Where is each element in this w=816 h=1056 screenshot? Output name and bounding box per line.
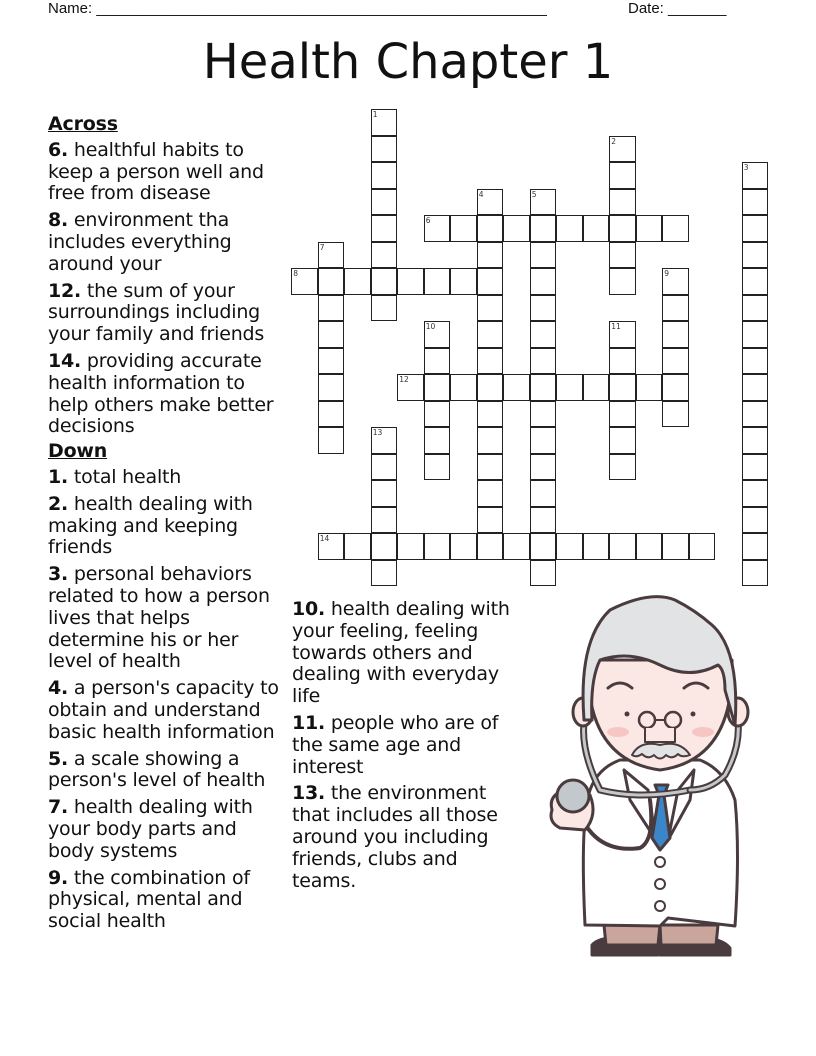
- grid-cell[interactable]: [477, 533, 504, 560]
- clue-across-item: [48, 281, 288, 346]
- clue-number-label: 7: [319, 242, 325, 252]
- clue-down-item: [48, 797, 288, 862]
- clue-down-item: [48, 868, 288, 933]
- grid-cell[interactable]: [662, 533, 689, 560]
- grid-cell[interactable]: [477, 348, 504, 375]
- grid-cell[interactable]: [530, 454, 557, 481]
- clue-number: 10.: [292, 598, 326, 620]
- clue-text: personal behaviors related to how a person lives that helps determine his or her level of health: [48, 563, 270, 673]
- clue-text: health dealing with your feeling, feeling towards others and dealing with everyday life: [292, 598, 510, 708]
- grid-cell[interactable]: [477, 454, 504, 481]
- grid-cell[interactable]: [450, 268, 477, 295]
- grid-cell[interactable]: [530, 321, 557, 348]
- grid-cell[interactable]: [371, 215, 398, 242]
- page-title: Health Chapter 1: [202, 34, 614, 90]
- clue-number: 8.: [48, 209, 69, 232]
- grid-cell[interactable]: [371, 162, 398, 189]
- grid-cell[interactable]: [689, 533, 716, 560]
- grid-cell[interactable]: [424, 454, 451, 481]
- clue-down-item: [48, 467, 288, 489]
- clue-number: 7.: [48, 796, 69, 819]
- grid-cell[interactable]: [371, 189, 398, 216]
- grid-cell[interactable]: [530, 401, 557, 428]
- grid-cell[interactable]: [662, 374, 689, 401]
- grid-cell[interactable]: [477, 507, 504, 534]
- clue-number-label: 3: [743, 163, 749, 173]
- clue-number-label: 11: [611, 322, 621, 332]
- grid-cell[interactable]: [530, 242, 557, 269]
- grid-cell[interactable]: [477, 374, 504, 401]
- down-heading: Down: [48, 440, 108, 463]
- grid-cell[interactable]: [583, 374, 610, 401]
- clue-text: a person's capacity to obtain and understand basic health information: [48, 677, 279, 743]
- grid-cell[interactable]: [477, 268, 504, 295]
- clue-number: 2.: [48, 492, 69, 515]
- clue-down-item: [292, 783, 527, 892]
- clue-number-label: 13: [372, 428, 383, 438]
- grid-cell[interactable]: [742, 401, 769, 428]
- grid-cell[interactable]: [636, 533, 663, 560]
- grid-cell[interactable]: [424, 268, 451, 295]
- clue-text: health dealing with making and keeping friends: [48, 492, 253, 559]
- grid-cell[interactable]: [424, 401, 451, 428]
- grid-cell[interactable]: [318, 533, 345, 560]
- grid-cell[interactable]: [371, 507, 398, 534]
- grid-cell[interactable]: [742, 242, 769, 269]
- grid-cell[interactable]: [530, 480, 557, 507]
- grid-cell[interactable]: [371, 242, 398, 269]
- clue-number-label: 5: [531, 189, 537, 199]
- grid-cell[interactable]: [424, 427, 451, 454]
- grid-cell[interactable]: [556, 533, 583, 560]
- grid-cell[interactable]: [503, 215, 530, 242]
- clue-down-item: [48, 564, 288, 673]
- grid-cell[interactable]: [318, 321, 345, 348]
- grid-cell[interactable]: [424, 348, 451, 375]
- grid-cell[interactable]: [477, 295, 504, 322]
- grid-cell[interactable]: [662, 215, 689, 242]
- grid-cell[interactable]: [742, 427, 769, 454]
- grid-cell[interactable]: [742, 507, 769, 534]
- name-field-label: Name: ______________________________________________________: [48, 0, 547, 17]
- clue-across-item: [48, 210, 288, 275]
- grid-cell[interactable]: [556, 374, 583, 401]
- clue-down-item: [292, 599, 527, 708]
- clue-down-item: [292, 713, 527, 778]
- grid-cell[interactable]: [609, 348, 636, 375]
- grid-cell[interactable]: [662, 321, 689, 348]
- grid-cell[interactable]: [636, 374, 663, 401]
- grid-cell[interactable]: [318, 295, 345, 322]
- grid-cell[interactable]: [742, 533, 769, 560]
- grid-cell[interactable]: [530, 533, 557, 560]
- clue-number: 1.: [48, 465, 69, 488]
- grid-cell[interactable]: [662, 348, 689, 375]
- grid-cell[interactable]: [530, 268, 557, 295]
- grid-cell[interactable]: [424, 321, 451, 348]
- clue-number-label: 2: [611, 136, 616, 146]
- clue-down-item: [48, 749, 288, 793]
- grid-cell[interactable]: [742, 189, 769, 216]
- grid-cell[interactable]: [397, 268, 424, 295]
- grid-cell[interactable]: [742, 215, 769, 242]
- clue-text: environment tha includes everything around your: [48, 209, 232, 275]
- grid-cell[interactable]: [424, 533, 451, 560]
- grid-cell[interactable]: [583, 215, 610, 242]
- grid-cell[interactable]: [371, 295, 398, 322]
- grid-cell[interactable]: [609, 533, 636, 560]
- crossword-grid: [292, 110, 792, 590]
- grid-cell[interactable]: [530, 348, 557, 375]
- grid-cell[interactable]: [318, 348, 345, 375]
- down-clue-list-continued: [292, 599, 527, 892]
- grid-cell[interactable]: [450, 374, 477, 401]
- grid-cell[interactable]: [477, 321, 504, 348]
- clue-number-label: 6: [425, 216, 431, 226]
- grid-cell[interactable]: [503, 533, 530, 560]
- grid-cell[interactable]: [742, 374, 769, 401]
- grid-cell[interactable]: [609, 162, 636, 189]
- clue-number-label: 1: [372, 110, 378, 120]
- grid-cell[interactable]: [424, 374, 451, 401]
- clue-number-label: 14: [319, 534, 330, 544]
- grid-cell[interactable]: [530, 189, 557, 216]
- grid-cell[interactable]: [742, 348, 769, 375]
- grid-cell[interactable]: [609, 189, 636, 216]
- grid-cell[interactable]: [371, 560, 398, 587]
- grid-cell[interactable]: [609, 136, 636, 163]
- clue-text: a scale showing a person's level of health: [48, 747, 266, 792]
- grid-cell[interactable]: [662, 401, 689, 428]
- clue-across-item: [48, 140, 288, 205]
- grid-cell[interactable]: [742, 295, 769, 322]
- grid-cell[interactable]: [371, 533, 398, 560]
- grid-cell[interactable]: [609, 242, 636, 269]
- grid-cell[interactable]: [530, 507, 557, 534]
- grid-cell[interactable]: [742, 321, 769, 348]
- grid-cell[interactable]: [318, 242, 345, 269]
- grid-cell[interactable]: [503, 374, 530, 401]
- clue-number: 9.: [48, 866, 69, 889]
- grid-cell[interactable]: [662, 295, 689, 322]
- doctor-illustration: [540, 590, 770, 960]
- grid-cell[interactable]: [318, 401, 345, 428]
- clue-number-label: 8: [293, 269, 298, 279]
- clue-number: 12.: [48, 279, 82, 302]
- across-heading: Across: [48, 113, 118, 135]
- clue-text: providing accurate health information to help others make better decisions: [48, 349, 274, 438]
- grid-cell[interactable]: [609, 321, 636, 348]
- clue-text: healthful habits to keep a person well and free from disease: [48, 138, 264, 205]
- grid-cell[interactable]: [477, 215, 504, 242]
- grid-cell[interactable]: [344, 533, 371, 560]
- grid-cell[interactable]: [742, 560, 769, 587]
- clue-text: total health: [73, 465, 182, 488]
- grid-cell[interactable]: [530, 215, 557, 242]
- clue-text: health dealing with your body parts and body systems: [48, 796, 253, 862]
- grid-cell[interactable]: [371, 454, 398, 481]
- grid-cell[interactable]: [318, 374, 345, 401]
- grid-cell[interactable]: [477, 189, 504, 216]
- grid-cell[interactable]: [742, 454, 769, 481]
- down-clue-list: [48, 467, 288, 933]
- clue-down-item: [48, 678, 288, 743]
- grid-cell[interactable]: [742, 162, 769, 189]
- grid-cell[interactable]: [609, 401, 636, 428]
- grid-cell[interactable]: [662, 268, 689, 295]
- clue-number-label: 12: [399, 375, 409, 385]
- across-clue-list: [48, 140, 288, 438]
- grid-cell[interactable]: [742, 268, 769, 295]
- grid-cell[interactable]: [371, 136, 398, 163]
- clue-down-item: [48, 494, 288, 559]
- clue-number: 14.: [48, 349, 82, 372]
- date-field-label: Date: _______: [628, 0, 727, 17]
- clue-across-item: [48, 351, 288, 438]
- grid-cell[interactable]: [318, 268, 345, 295]
- clue-text: the combination of physical, mental and social health: [48, 866, 250, 933]
- clue-number-label: 9: [664, 269, 669, 279]
- grid-cell[interactable]: [318, 427, 345, 454]
- grid-cell[interactable]: [344, 268, 371, 295]
- clue-number: 13.: [292, 782, 326, 805]
- grid-cell[interactable]: [530, 374, 557, 401]
- clue-number: 5.: [48, 747, 69, 770]
- grid-cell[interactable]: [291, 268, 318, 295]
- clue-column-left: [48, 114, 288, 938]
- clue-number: 3.: [48, 563, 69, 586]
- clue-number-label: 4: [478, 189, 484, 199]
- grid-cell[interactable]: [609, 454, 636, 481]
- clue-number-label: 10: [425, 322, 436, 332]
- clue-number: 4.: [48, 677, 69, 700]
- grid-cell[interactable]: [609, 374, 636, 401]
- grid-cell[interactable]: [450, 215, 477, 242]
- grid-cell[interactable]: [609, 427, 636, 454]
- grid-cell[interactable]: [742, 480, 769, 507]
- clue-text: the environment that includes all those around you including friends, clubs and teams.: [292, 782, 498, 892]
- grid-cell[interactable]: [397, 533, 424, 560]
- clue-number: 11.: [292, 711, 326, 734]
- grid-cell[interactable]: [530, 427, 557, 454]
- grid-cell[interactable]: [583, 533, 610, 560]
- grid-cell[interactable]: [450, 533, 477, 560]
- grid-cell[interactable]: [371, 480, 398, 507]
- clue-text: the sum of your surroundings including your family and friends: [48, 279, 265, 346]
- grid-cell[interactable]: [530, 295, 557, 322]
- grid-cell[interactable]: [609, 215, 636, 242]
- grid-cell[interactable]: [609, 268, 636, 295]
- grid-cell[interactable]: [371, 109, 398, 136]
- grid-cell[interactable]: [371, 427, 398, 454]
- grid-cell[interactable]: [556, 215, 583, 242]
- clue-text: people who are of the same age and interest: [292, 711, 499, 778]
- clue-column-middle: [292, 599, 527, 897]
- grid-cell[interactable]: [477, 401, 504, 428]
- grid-cell[interactable]: [477, 427, 504, 454]
- grid-cell[interactable]: [477, 480, 504, 507]
- grid-cell[interactable]: [530, 560, 557, 587]
- grid-cell[interactable]: [397, 374, 424, 401]
- grid-cell[interactable]: [636, 215, 663, 242]
- grid-cell[interactable]: [371, 268, 398, 295]
- grid-cell[interactable]: [477, 242, 504, 269]
- grid-cell[interactable]: [424, 215, 451, 242]
- clue-number: 6.: [48, 138, 69, 161]
